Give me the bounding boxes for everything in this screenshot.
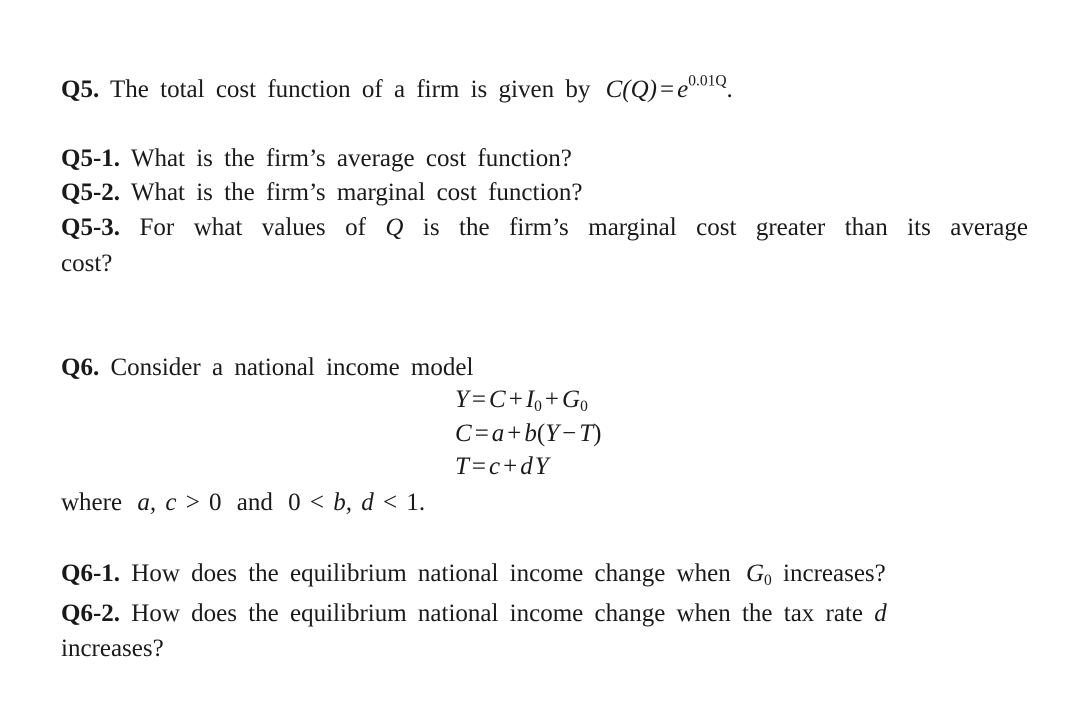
q5-formula-exp: 0.01Q — [688, 72, 727, 90]
eq1-g: G — [562, 386, 581, 413]
cond1-rel: > — [185, 489, 200, 516]
eq1-plus1: + — [508, 386, 523, 413]
equation-1 — [455, 385, 588, 415]
q6-2-var: d — [874, 600, 887, 627]
eq1-c: C — [489, 386, 506, 413]
q6-2-text-cont: increases? — [61, 635, 164, 662]
q6-label: Q6. — [61, 354, 100, 381]
and-text: and — [236, 489, 273, 516]
q5-3-text-after: is the firm’s marginal cost greater than its average — [422, 214, 1029, 241]
q6-text: Consider a national income model — [110, 354, 474, 381]
q5-3-label: Q5-3. — [61, 214, 121, 241]
q6-1-g-sub: 0 — [764, 571, 772, 589]
where-text: where — [61, 489, 123, 516]
eq1-i: I — [525, 386, 535, 413]
q5-2-text: What is the firm’s marginal cost function? — [130, 179, 583, 206]
q5-3-var: Q — [385, 214, 404, 241]
q6-1-question — [61, 558, 886, 590]
q5-2-question — [61, 177, 583, 209]
q5-label: Q5. — [61, 76, 100, 103]
eq1-i-sub: 0 — [534, 397, 542, 415]
q6-question — [61, 352, 473, 384]
cond2-lo: 0 — [288, 489, 301, 516]
q5-formula-lhs: C(Q) — [605, 76, 657, 103]
where-conditions — [61, 487, 425, 519]
eq2-y: Y — [545, 420, 560, 447]
eq2-a: a — [491, 420, 505, 447]
q6-1-label: Q6-1. — [61, 560, 121, 587]
q5-3-text-before: For what values of — [139, 214, 366, 241]
eq2-minus: − — [562, 420, 577, 447]
q6-1-g: G — [745, 560, 765, 587]
cond1-vars: a, c — [137, 489, 177, 516]
q5-formula-base: e — [677, 76, 689, 103]
eq2-b: b — [524, 420, 537, 447]
eq3-rel: = — [471, 453, 487, 480]
q5-formula-eq: = — [659, 76, 675, 103]
eq2-lhs: C — [455, 420, 472, 447]
q5-3-question — [61, 212, 1028, 244]
q6-2-continuation — [61, 633, 164, 665]
q5-1-question — [61, 143, 572, 175]
q5-3-continuation — [61, 248, 112, 280]
q6-2-text-before: How does the equilibrium national income change when the tax rate — [131, 600, 864, 627]
q5-3-text-cont: cost? — [61, 250, 113, 277]
eq2-paren-open: ( — [536, 420, 546, 447]
cond2-hi: 1. — [406, 489, 426, 516]
q5-question — [61, 74, 733, 106]
eq3-plus: + — [503, 453, 518, 480]
eq2-plus: + — [507, 420, 522, 447]
q5-text: The total cost function of a firm is given by — [110, 76, 591, 103]
q5-1-label: Q5-1. — [61, 145, 121, 172]
eq1-g-sub: 0 — [580, 397, 588, 415]
eq2-t: T — [579, 420, 594, 447]
eq3-d: d — [520, 453, 533, 480]
eq2-rel: = — [474, 420, 489, 447]
cond1-val: 0 — [209, 489, 222, 516]
q6-1-text-after: increases? — [783, 560, 886, 587]
equation-3 — [455, 452, 549, 482]
eq1-rel: = — [471, 386, 487, 413]
eq1-plus2: + — [544, 386, 559, 413]
q6-2-label: Q6-2. — [61, 600, 121, 627]
q6-1-text-before: How does the equilibrium national income change when — [131, 560, 731, 587]
cond2-rel1: < — [309, 489, 325, 516]
q5-1-text: What is the firm’s average cost function? — [130, 145, 572, 172]
eq1-lhs: Y — [455, 386, 469, 413]
cond2-rel2: < — [383, 489, 398, 516]
eq2-paren-close: ) — [593, 420, 602, 447]
cond2-vars: b, d — [333, 489, 374, 516]
q6-2-question — [61, 598, 887, 630]
q5-formula-end: . — [726, 76, 733, 103]
eq3-lhs: T — [455, 453, 469, 480]
equation-2 — [455, 419, 601, 449]
eq3-c: c — [489, 453, 501, 480]
eq3-y: Y — [534, 453, 549, 480]
q5-2-label: Q5-2. — [61, 179, 121, 206]
q5-formula — [605, 72, 733, 103]
